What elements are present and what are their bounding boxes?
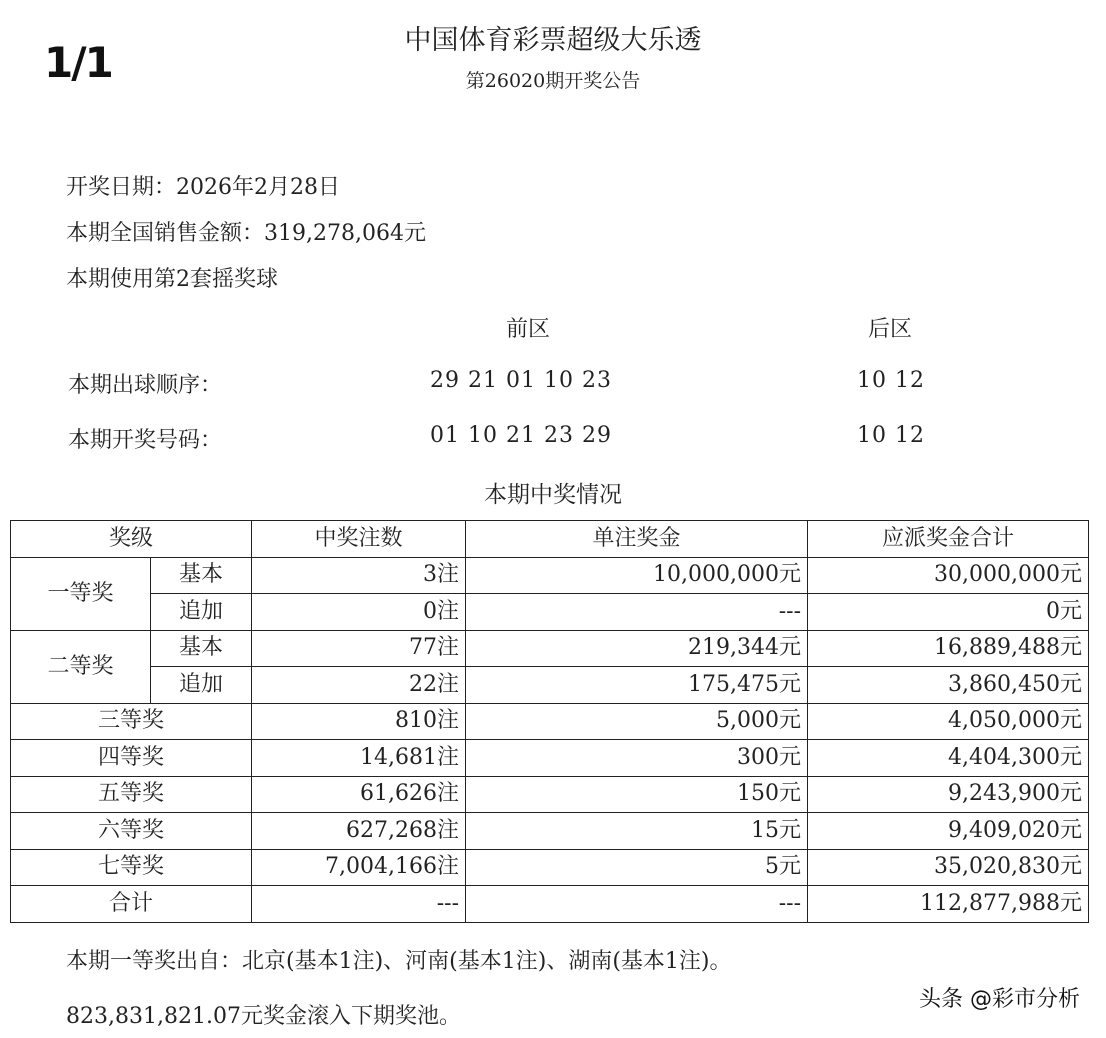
winner-count: 61,626注 [252, 776, 466, 813]
draw-order-label: 本期出球顺序： [68, 373, 223, 398]
level-label: 五等奖 [11, 776, 252, 813]
table-row [11, 557, 1089, 594]
total-prize: 4,404,300元 [808, 740, 1089, 777]
table-row [11, 630, 1089, 667]
level-label: 一等奖 [11, 557, 151, 630]
total-prize: 3,860,450元 [808, 667, 1089, 704]
winning-numbers-front: 01 10 21 23 29 [430, 423, 612, 448]
unit-prize: 300元 [466, 740, 808, 777]
winner-count: --- [252, 886, 466, 923]
total-prize: 112,877,988元 [808, 886, 1089, 923]
prize-table [10, 520, 1089, 923]
table-row [11, 703, 1089, 740]
level-label: 六等奖 [11, 813, 252, 850]
table-row [11, 594, 1089, 631]
unit-prize: 5元 [466, 849, 808, 886]
table-row [11, 776, 1089, 813]
level-label: 四等奖 [11, 740, 252, 777]
level-label: 二等奖 [11, 630, 151, 703]
sub-level-label: 基本 [151, 630, 252, 667]
watermark: 头条 @彩市分析 [919, 987, 1080, 1012]
table-row [11, 813, 1089, 850]
table-row [11, 886, 1089, 923]
level-label: 七等奖 [11, 849, 252, 886]
level-label: 合计 [11, 886, 252, 923]
table-header-row [11, 521, 1089, 558]
prize-table-title: 本期中奖情况 [484, 482, 622, 508]
total-prize: 9,243,900元 [808, 776, 1089, 813]
level-label: 三等奖 [11, 703, 252, 740]
winner-count: 77注 [252, 630, 466, 667]
header-total: 应派奖金合计 [808, 521, 1089, 558]
sub-level-label: 追加 [151, 594, 252, 631]
sales-amount: 本期全国销售金额：319,278,064元 [66, 221, 426, 246]
total-prize: 30,000,000元 [808, 557, 1089, 594]
winner-count: 7,004,166注 [252, 849, 466, 886]
table-row [11, 849, 1089, 886]
unit-prize: --- [466, 594, 808, 631]
page-title: 中国体育彩票超级大乐透 [404, 25, 702, 56]
unit-prize: 10,000,000元 [466, 557, 808, 594]
total-prize: 0元 [808, 594, 1089, 631]
winner-count: 0注 [252, 594, 466, 631]
table-row [11, 740, 1089, 777]
total-prize: 16,889,488元 [808, 630, 1089, 667]
table-row [11, 667, 1089, 704]
unit-prize: 175,475元 [466, 667, 808, 704]
draw-order-back: 10 12 [857, 368, 925, 393]
first-prize-origin: 本期一等奖出自：北京(基本1注)、河南(基本1注)、湖南(基本1注)。 [66, 949, 732, 974]
total-prize: 9,409,020元 [808, 813, 1089, 850]
header-unit-prize: 单注奖金 [466, 521, 808, 558]
winner-count: 14,681注 [252, 740, 466, 777]
unit-prize: 219,344元 [466, 630, 808, 667]
page-counter: 1/1 [44, 38, 112, 87]
header-count: 中奖注数 [252, 521, 466, 558]
winning-numbers-label: 本期开奖号码： [68, 428, 223, 453]
winner-count: 3注 [252, 557, 466, 594]
total-prize: 4,050,000元 [808, 703, 1089, 740]
draw-order-front: 29 21 01 10 23 [430, 368, 612, 393]
total-prize: 35,020,830元 [808, 849, 1089, 886]
front-zone-header: 前区 [505, 317, 550, 342]
unit-prize: 150元 [466, 776, 808, 813]
unit-prize: 15元 [466, 813, 808, 850]
winner-count: 22注 [252, 667, 466, 704]
header-level: 奖级 [11, 521, 252, 558]
unit-prize: 5,000元 [466, 703, 808, 740]
ball-set: 本期使用第2套摇奖球 [66, 267, 278, 292]
jackpot-rollover: 823,831,821.07元奖金滚入下期奖池。 [66, 1004, 461, 1029]
back-zone-header: 后区 [867, 317, 912, 342]
issue-subtitle: 第26020期开奖公告 [465, 70, 641, 92]
winning-numbers-back: 10 12 [857, 423, 925, 448]
sub-level-label: 基本 [151, 557, 252, 594]
sub-level-label: 追加 [151, 667, 252, 704]
draw-date: 开奖日期：2026年2月28日 [66, 175, 340, 200]
unit-prize: --- [466, 886, 808, 923]
winner-count: 810注 [252, 703, 466, 740]
winner-count: 627,268注 [252, 813, 466, 850]
